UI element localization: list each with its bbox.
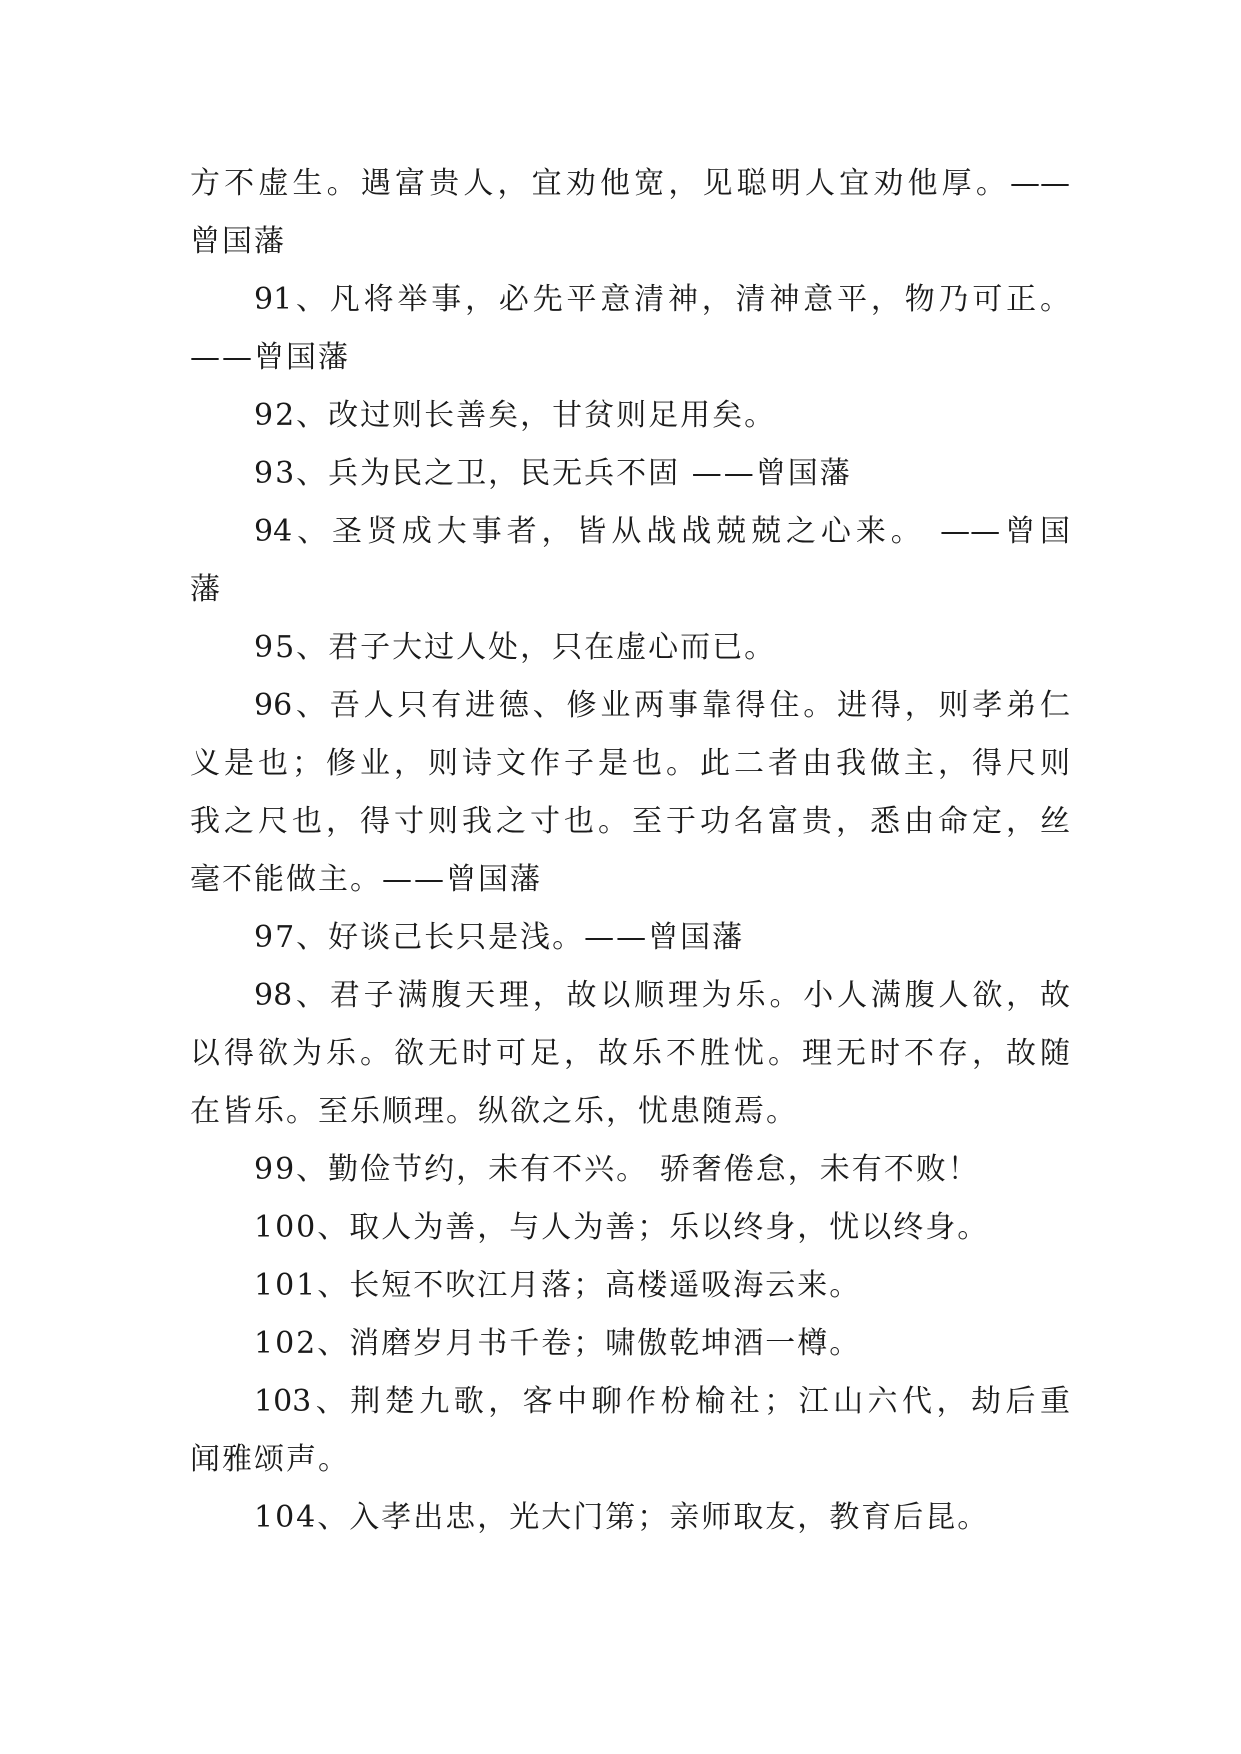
text-line: 95、君子大过人处，只在虚心而已。	[254, 630, 777, 665]
text-line: 以得欲为乐。欲无时可足，故乐不胜忧。理无时不存，故随	[190, 1036, 1070, 1071]
text-line: 93、兵为民之卫，民无兵不固 ——曾国藩	[254, 456, 852, 491]
text-line: 92、改过则长善矣，甘贫则足用矣。	[254, 398, 777, 433]
text-line: 在皆乐。至乐顺理。纵欲之乐，忧患随焉。	[190, 1094, 798, 1129]
text-line: 97、好谈己长只是浅。——曾国藩	[254, 920, 745, 955]
text-line: 闻雅颂声。	[190, 1442, 350, 1477]
text-line: 98、君子满腹天理，故以顺理为乐。小人满腹人欲，故	[254, 978, 1070, 1013]
text-line: 94、圣贤成大事者，皆从战战兢兢之心来。 ——曾国	[254, 514, 1070, 549]
text-line: 101、长短不吹江月落；高楼遥吸海云来。	[254, 1268, 862, 1303]
text-line: 104、入孝出忠，光大门第；亲师取友，教育后昆。	[254, 1500, 990, 1535]
text-line: 96、吾人只有进德、修业两事靠得住。进得，则孝弟仁	[254, 688, 1070, 723]
text-line: 方不虚生。遇富贵人，宜劝他宽，见聪明人宜劝他厚。——	[190, 166, 1070, 201]
text-line: 曾国藩	[190, 224, 286, 259]
text-line: ——曾国藩	[190, 340, 350, 375]
text-line: 义是也；修业，则诗文作子是也。此二者由我做主，得尺则	[190, 746, 1070, 781]
text-line: 103、荆楚九歌，客中聊作枌榆社；江山六代，劫后重	[254, 1384, 1070, 1419]
text-line: 91、凡将举事，必先平意清神，清神意平，物乃可正。	[254, 282, 1070, 317]
text-line: 102、消磨岁月书千卷；啸傲乾坤酒一樽。	[254, 1326, 862, 1361]
text-line: 藩	[190, 572, 222, 607]
text-line: 99、勤俭节约，未有不兴。 骄奢倦怠，未有不败！	[254, 1152, 980, 1187]
text-line: 毫不能做主。——曾国藩	[190, 862, 542, 897]
text-line: 100、取人为善，与人为善；乐以终身，忧以终身。	[254, 1210, 990, 1245]
text-line: 我之尺也，得寸则我之寸也。至于功名富贵，悉由命定，丝	[190, 804, 1070, 839]
